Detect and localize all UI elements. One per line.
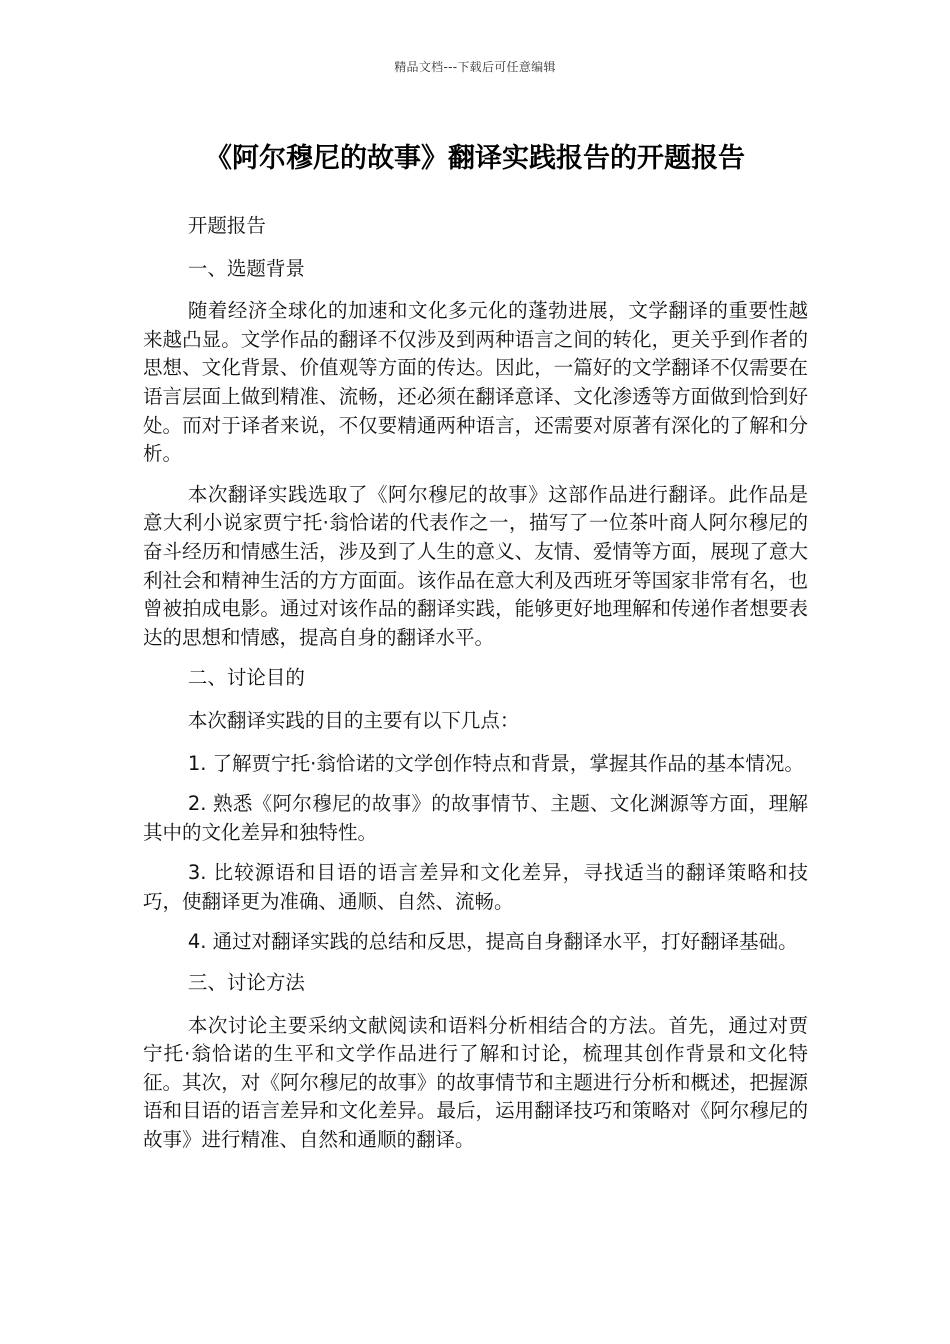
- list-item: 4. 通过对翻译实践的总结和反思，提高自身翻译水平，打好翻译基础。: [187, 930, 798, 954]
- header-note: 精品文档---下载后可任意编辑: [394, 60, 556, 74]
- section-heading-background: 一、选题背景: [187, 256, 305, 280]
- paragraph: 随着经济全球化的加速和文化多元化的蓬勃进展，文学翻译的重要性越来越凸显。文学作品的翻译不仅涉及到两种语言之间的转化，更关乎到作者的思想、文化背景、价值观等方面的传达。因此，一篇好的文学翻译不仅需要在语言层面上做到精准、流畅，还必须在翻译意译、文化渗透等方面做到恰到好处。而对于译者来说，不仅要精通两种语言，还需要对原著有深化的了解和分析。: [143, 299, 808, 466]
- paragraph: 本次翻译实践选取了《阿尔穆尼的故事》这部作品进行翻译。此作品是意大利小说家贾宁托·翁恰诺的代表作之一，描写了一位茶叶商人阿尔穆尼的奋斗经历和情感生活，涉及到了人生的意义、友情、爱情等方面，展现了意大利社会和精神生活的方方面面。该作品在意大利及西班牙等国家非常有名，也曾被拍成电影。通过对该作品的翻译实践，能够更好地理解和传递作者想要表达的思想和情感，提高自身的翻译水平。: [143, 482, 808, 649]
- list-item: 1. 了解贾宁托·翁恰诺的文学创作特点和背景，掌握其作品的基本情况。: [187, 751, 804, 775]
- section-heading-purpose: 二、讨论目的: [187, 666, 305, 690]
- section-heading-method: 三、讨论方法: [187, 971, 305, 995]
- paragraph: 本次讨论主要采纳文献阅读和语料分析相结合的方法。首先，通过对贾宁托·翁恰诺的生平和文学作品进行了解和讨论，梳理其创作背景和文化特征。其次，对《阿尔穆尼的故事》的故事情节和主题进行分析和概述，把握源语和目语的语言差异和文化差异。最后，运用翻译技巧和策略对《阿尔穆尼的故事》进行精准、自然和通顺的翻译。: [143, 1013, 808, 1152]
- document-body: [143, 212, 808, 1167]
- list-item: 2. 熟悉《阿尔穆尼的故事》的故事情节、主题、文化渊源等方面，理解其中的文化差异和独特性。: [143, 792, 808, 844]
- document-title: 《阿尔穆尼的故事》翻译实践报告的开题报告: [205, 143, 745, 174]
- paragraph: 本次翻译实践的目的主要有以下几点：: [187, 708, 520, 732]
- section-label: 开题报告: [187, 214, 266, 237]
- list-item: 3. 比较源语和目语的语言差异和文化差异，寻找适当的翻译策略和技巧，使翻译更为准确、通顺、自然、流畅。: [143, 861, 808, 913]
